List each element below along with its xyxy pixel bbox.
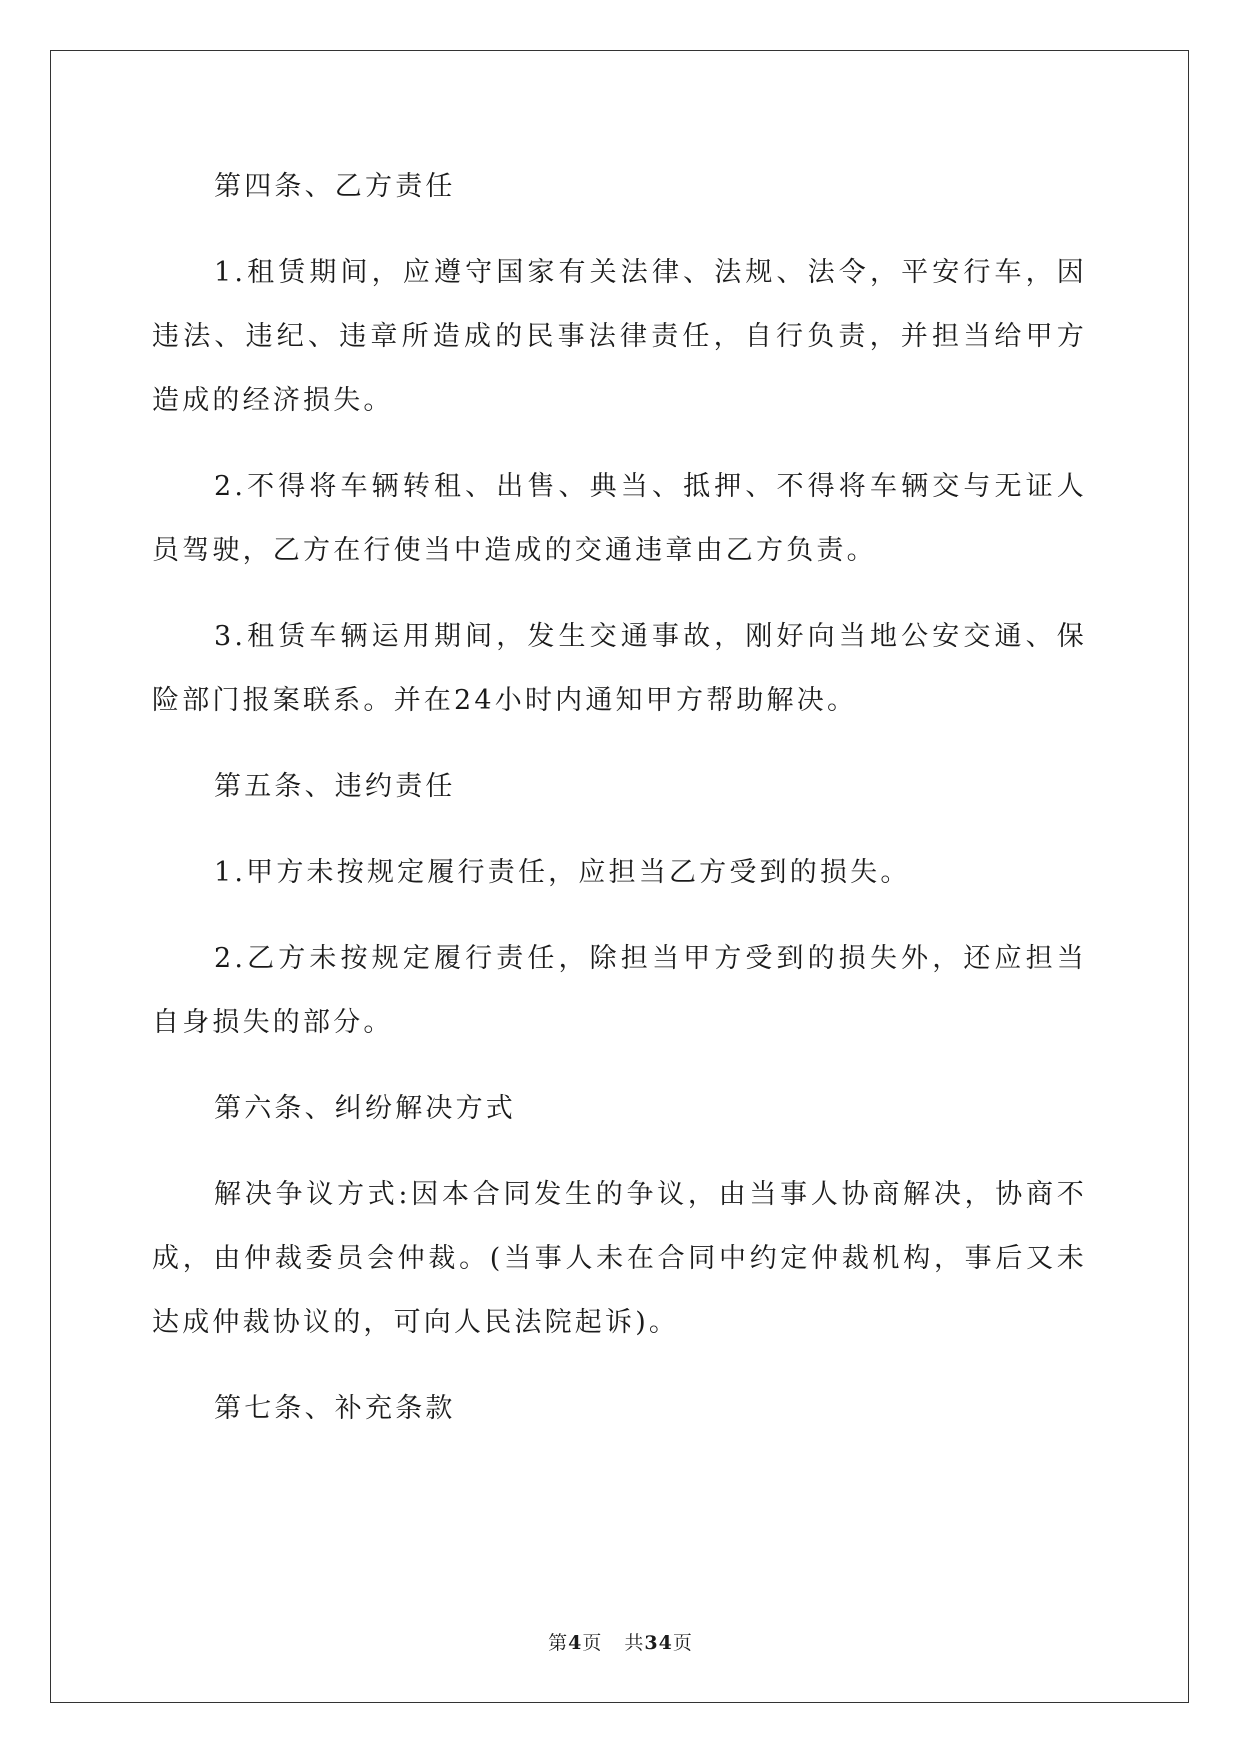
clause-4-2: 2.不得将车辆转租、出售、典当、抵押、不得将车辆交与无证人员驾驶，乙方在行使当中造成的交通违章由乙方负责。	[152, 471, 1087, 566]
page-footer	[0, 1628, 1241, 1655]
document-body	[152, 155, 1087, 1463]
clause-5-1: 1.甲方未按规定履行责任，应担当乙方受到的损失。	[214, 857, 911, 888]
section-heading-article-5: 第五条、违约责任	[214, 771, 456, 802]
total-prefix: 共	[624, 1632, 645, 1654]
page-suffix: 页	[582, 1632, 603, 1654]
clause-4-1: 1.租赁期间，应遵守国家有关法律、法规、法令，平安行车，因违法、违纪、违章所造成的民事法律责任，自行负责，并担当给甲方造成的经济损失。	[152, 257, 1087, 416]
section-heading-article-7: 第七条、补充条款	[214, 1393, 456, 1424]
section-heading-article-4: 第四条、乙方责任	[214, 171, 456, 202]
clause-5-2: 2.乙方未按规定履行责任，除担当甲方受到的损失外，还应担当自身损失的部分。	[152, 943, 1087, 1038]
total-suffix: 页	[672, 1632, 693, 1654]
section-heading-article-6: 第六条、纠纷解决方式	[214, 1093, 516, 1124]
page-number: 4	[568, 1632, 583, 1654]
clause-4-3: 3.租赁车辆运用期间，发生交通事故，刚好向当地公安交通、保险部门报案联系。并在24小时内通知甲方帮助解决。	[152, 621, 1087, 716]
clause-6-dispute: 解决争议方式:因本合同发生的争议，由当事人协商解决，协商不成，由仲裁委员会仲裁。(当事人未在合同中约定仲裁机构，事后又未达成仲裁协议的，可向人民法院起诉)。	[152, 1179, 1087, 1338]
total-pages: 34	[644, 1632, 673, 1654]
page-prefix: 第	[548, 1632, 569, 1654]
